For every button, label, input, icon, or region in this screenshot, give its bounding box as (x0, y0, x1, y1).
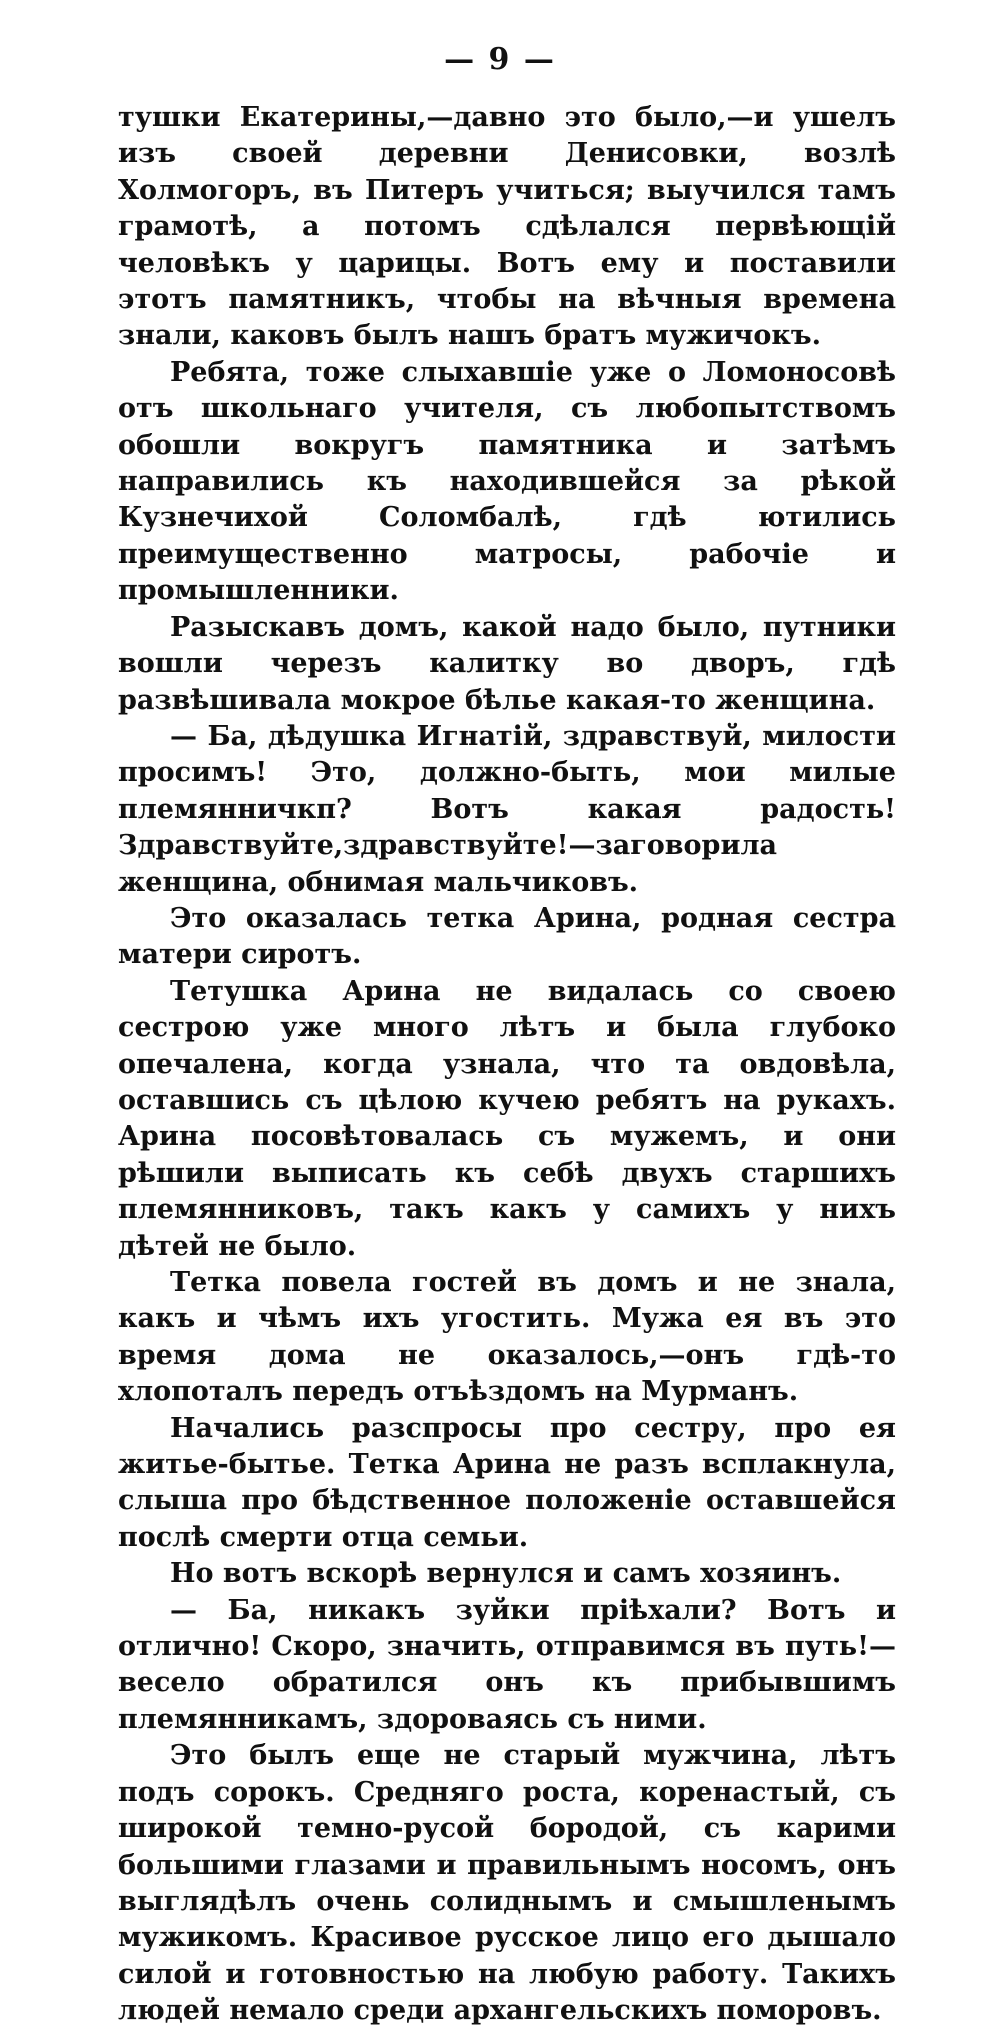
paragraph: Разыскавъ домъ, какой надо было, путники вошли черезъ калитку во дворъ, гдѣ развѣшивала мокрое бѣлье какая-то женщина. (118, 611, 896, 716)
page-number: — 9 — (444, 42, 556, 77)
paragraph: Тетка повела гостей въ домъ и не знала, какъ и чѣмъ ихъ угостить. Мужа ея въ это время дома не оказалось,—онъ гдѣ-то хлопоталъ передъ отъѣздомъ на Мурманъ. (118, 1267, 896, 1408)
paragraph: Начались разспросы про сестру, про ея житье-бытье. Тетка Арина не разъ всплакнула, слыша про бѣдственное положеніе оставшейся послѣ смерти отца семьи. (118, 1412, 896, 1553)
paragraph: Тетушка Арина не видалась со своею сестрою уже много лѣтъ и была глубоко опечалена, когда узнала, что та овдовѣла, оставшись съ цѣлою кучею ребятъ на рукахъ. Арина посовѣтовалась съ мужемъ, и они рѣшили выписать къ себѣ двухъ старшихъ племянниковъ, такъ какъ у самихъ у нихъ дѣтей не было. (118, 975, 896, 1262)
paragraph: Это оказалась тетка Арина, родная сестра матери сиротъ. (118, 902, 896, 971)
paragraph: Это былъ еще не старый мужчина, лѣтъ подъ сорокъ. Средняго роста, коренастый, съ широкой темно-русой бородой, съ карими большими глазами и правильнымъ носомъ, онъ выглядѣлъ очень солиднымъ и смышленымъ мужикомъ. Красивое русское лицо его дышало силой и готовностью на любую работу. Такихъ людей немало среди архангельскихъ поморовъ. (118, 1740, 896, 2027)
paragraph-dialogue: — Ба, никакъ зуйки пріѣхали? Вотъ и отлично! Скоро, значить, отправимся въ путь!—весело обратился онъ къ прибывшимъ племянникамъ, здороваясь съ ними. (118, 1594, 896, 1735)
paragraph: Ребята, тоже слыхавшіе уже о Ломоносовѣ отъ школьнаго учителя, съ любопытствомъ обошли вокругъ памятника и затѣмъ направились къ находившейся за рѣкой Кузнечихой Соломбалѣ, гдѣ ютились преимущественно матросы, рабочіе и промышленники. (118, 356, 896, 607)
paragraph-continuation: тушки Екатерины,—давно это было,—и ушелъ изъ своей деревни Денисовки, возлѣ Холмогоръ, въ Питеръ учиться; выучился тамъ грамотѣ, а потомъ сдѣлался первѣющій человѣкъ у царицы. Вотъ ему и поставили этотъ памятникъ, чтобы на вѣчныя времена знали, каковъ былъ нашъ братъ мужичокъ. (118, 102, 896, 352)
paragraph-dialogue: — Ба, дѣдушка Игнатій, здравствуй, милости просимъ! Это, должно-быть, мои милые племянничкп? Вотъ какая радость! Здравствуйте,здравствуйте!—заговорила женщина, обнимая мальчиковъ. (118, 720, 896, 898)
paragraph: Но вотъ вскорѣ вернулся и самъ хозяинъ. (170, 1558, 842, 1590)
body-text (118, 100, 896, 2030)
